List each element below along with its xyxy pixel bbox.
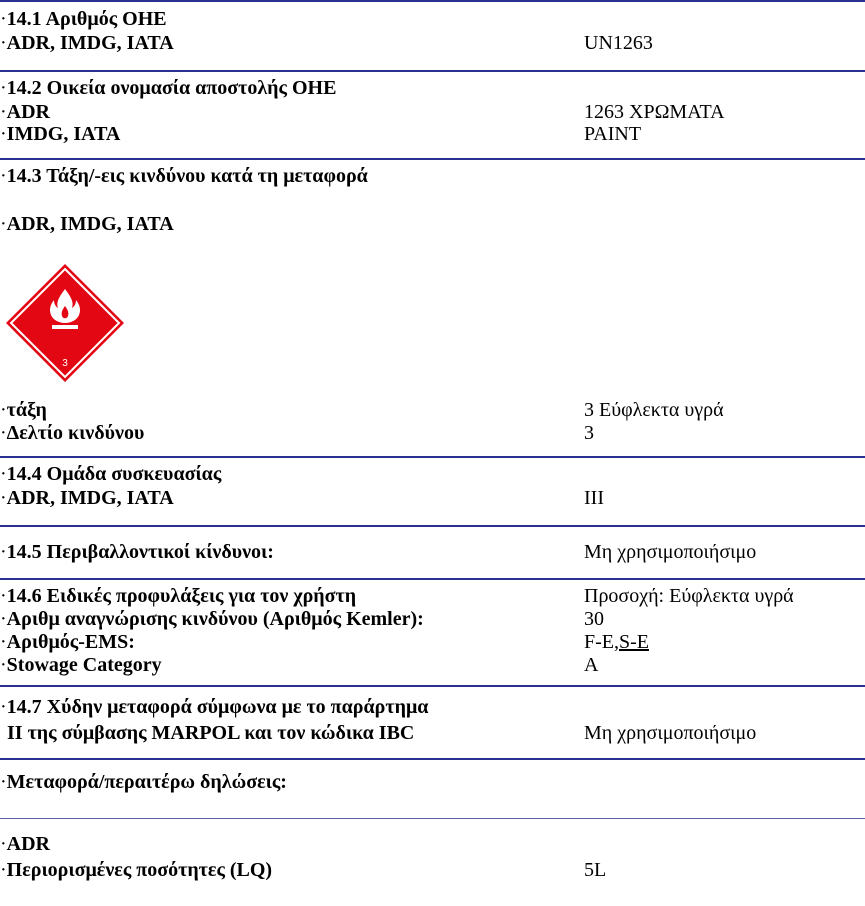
section-divider — [0, 758, 865, 760]
stowage-value: A — [584, 654, 599, 676]
limited-quantities-value: 5L — [584, 859, 607, 881]
hazard-class-subheading: ADR, IMDG, IATA — [6, 213, 174, 235]
ems-value — [584, 630, 649, 654]
packing-group-value: III — [584, 487, 604, 509]
section-14-2-heading: 14.2 Οικεία ονομασία αποστολής ΟΗΕ — [6, 77, 337, 99]
danger-label-label: Δελτίο κινδύνου — [6, 422, 145, 444]
environmental-hazards-value: Μη χρησιμοποιήσιμο — [584, 541, 757, 563]
section-14-5-row: ·14.5 Περιβαλλοντικοί κίνδυνοι: Μη χρησιμοποιήσιμο — [0, 541, 757, 563]
danger-label-value: 3 — [584, 422, 594, 444]
shipping-name-imdg-row: ·IMDG, IATA PAINT — [0, 123, 642, 145]
un-number-label: ADR, IMDG, IATA — [6, 32, 174, 54]
section-14-7-heading-line1: 14.7 Χύδην μεταφορά σύμφωνα με το παράρτημα — [6, 696, 429, 718]
kemler-value: 30 — [584, 608, 604, 630]
section-14-3-title: ·14.3 Τάξη/-εις κινδύνου κατά τη μεταφορά — [0, 165, 368, 187]
section-divider — [0, 158, 865, 160]
transport-statements-row: ·Μεταφορά/περαιτέρω δηλώσεις: — [0, 771, 287, 793]
section-14-1-heading: 14.1 Αριθμός ΟΗΕ — [6, 8, 167, 30]
hazard-label-number: 3 — [62, 358, 68, 369]
stowage-label: Stowage Category — [6, 654, 162, 676]
adr-title-row: ·ADR — [0, 833, 51, 855]
packing-group-label: ADR, IMDG, IATA — [6, 487, 174, 509]
kemler-row: ·Αριθμ αναγνώρισης κινδύνου (Αριθμός Kemler): 30 — [0, 608, 604, 630]
section-14-7-title-line1: ·14.7 Χύδην μεταφορά σύμφωνα με το παράρτημα — [0, 696, 429, 718]
section-divider — [0, 70, 865, 72]
section-divider — [0, 578, 865, 580]
transport-statements-heading: Μεταφορά/περαιτέρω δηλώσεις: — [6, 771, 287, 793]
section-14-2-title: ·14.2 Οικεία ονομασία αποστολής ΟΗΕ — [0, 77, 337, 99]
bulk-transport-value: Μη χρησιμοποιήσιμο — [584, 722, 757, 744]
shipping-name-adr-label: ADR — [6, 101, 51, 123]
hazard-class-subheading-row: ·ADR, IMDG, IATA — [0, 213, 174, 235]
section-14-4-title: ·14.4 Ομάδα συσκευασίας — [0, 463, 222, 485]
section-14-3-heading: 14.3 Τάξη/-εις κινδύνου κατά τη μεταφορά — [6, 165, 368, 187]
section-14-6-row: ·14.6 Ειδικές προφυλάξεις για τον χρήστη Προσοχή: Εύφλεκτα υγρά — [0, 585, 794, 607]
section-divider — [0, 525, 865, 527]
class-label: τάξη — [6, 399, 47, 421]
shipping-name-imdg-value: PAINT — [584, 123, 642, 145]
section-divider — [0, 0, 865, 2]
section-14-4-heading: 14.4 Ομάδα συσκευασίας — [6, 463, 222, 485]
ems-value-spillage-link[interactable]: S-E — [619, 631, 649, 653]
shipping-name-adr-row: ·ADR 1263 ΧΡΩΜΑΤΑ — [0, 101, 725, 123]
adr-heading: ADR — [6, 833, 51, 855]
kemler-label: Αριθμ αναγνώρισης κινδύνου (Αριθμός Kemler): — [6, 608, 424, 630]
ems-label: Αριθμός-EMS: — [6, 631, 135, 653]
flammable-liquid-diamond-icon — [4, 262, 126, 384]
section-divider — [0, 456, 865, 458]
stowage-row: ·Stowage Category A — [0, 654, 599, 676]
class-row: ·τάξη 3 Εύφλεκτα υγρά — [0, 399, 724, 421]
class-value: 3 Εύφλεκτα υγρά — [584, 399, 724, 421]
danger-label-row: ·Δελτίο κινδύνου 3 — [0, 422, 594, 444]
section-14-5-heading: 14.5 Περιβαλλοντικοί κίνδυνοι: — [6, 541, 274, 563]
limited-quantities-label: Περιορισμένες ποσότητες (LQ) — [6, 859, 273, 881]
section-14-6-heading: 14.6 Ειδικές προφυλάξεις για τον χρήστη — [6, 585, 357, 607]
section-divider — [0, 818, 865, 819]
un-number-value: UN1263 — [584, 32, 653, 54]
shipping-name-adr-value: 1263 ΧΡΩΜΑΤΑ — [584, 101, 725, 123]
un-number-row: ·ADR, IMDG, IATA UN1263 — [0, 32, 653, 54]
hazard-label-area — [0, 262, 865, 386]
limited-quantities-row: ·Περιορισμένες ποσότητες (LQ) 5L — [0, 859, 607, 881]
section-14-1-title: ·14.1 Αριθμός ΟΗΕ — [0, 8, 167, 30]
shipping-name-imdg-label: IMDG, IATA — [6, 123, 121, 145]
ems-value-fire: F-E, — [584, 631, 619, 653]
special-precautions-value: Προσοχή: Εύφλεκτα υγρά — [584, 585, 794, 607]
section-14-7-heading-line2: II της σύμβασης MARPOL και τον κώδικα IBC — [7, 722, 415, 744]
section-14-7-title-line2 — [0, 721, 865, 745]
ems-row: ·Αριθμός-EMS: F-E,S-E — [0, 631, 649, 653]
packing-group-row: ·ADR, IMDG, IATA III — [0, 487, 604, 509]
section-divider — [0, 685, 865, 687]
